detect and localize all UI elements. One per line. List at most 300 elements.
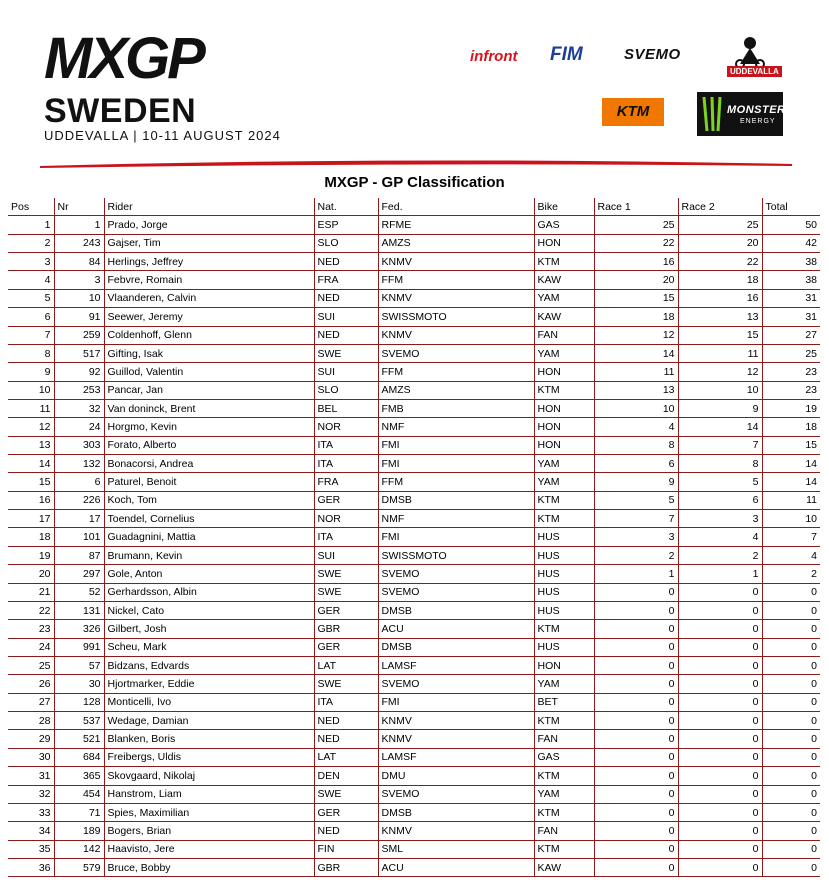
table-row	[8, 234, 820, 252]
cell-race1: 0	[594, 858, 678, 876]
mxgp-logo-text: MXGP	[44, 30, 203, 86]
cell-total: 0	[762, 693, 820, 711]
cell-race1: 20	[594, 271, 678, 289]
cell-nat: ITA	[314, 528, 378, 546]
column-header-total: Total	[762, 198, 820, 216]
cell-rider: Gilbert, Josh	[104, 620, 314, 638]
cell-race2: 12	[678, 363, 762, 381]
cell-nat: LAT	[314, 748, 378, 766]
cell-nr: 24	[54, 418, 104, 436]
cell-nat: GBR	[314, 620, 378, 638]
cell-fed: KNMV	[378, 253, 534, 271]
table-row	[8, 565, 820, 583]
cell-rider: Scheu, Mark	[104, 638, 314, 656]
svemo-logo: SVEMO	[624, 46, 681, 63]
cell-nat: SWE	[314, 565, 378, 583]
cell-total: 0	[762, 785, 820, 803]
cell-total: 0	[762, 730, 820, 748]
column-header-fed: Fed.	[378, 198, 534, 216]
cell-nr: 71	[54, 803, 104, 821]
cell-race1: 0	[594, 693, 678, 711]
cell-nr: 32	[54, 399, 104, 417]
cell-fed: FMB	[378, 399, 534, 417]
cell-total: 15	[762, 436, 820, 454]
cell-rider: Toendel, Cornelius	[104, 510, 314, 528]
cell-pos: 27	[8, 693, 54, 711]
cell-rider: Gajser, Tim	[104, 234, 314, 252]
cell-nat: ITA	[314, 455, 378, 473]
cell-nat: NED	[314, 289, 378, 307]
cell-race1: 0	[594, 785, 678, 803]
cell-race1: 6	[594, 455, 678, 473]
cell-bike: HUS	[534, 583, 594, 601]
cell-race2: 7	[678, 436, 762, 454]
cell-race2: 0	[678, 601, 762, 619]
cell-race2: 0	[678, 822, 762, 840]
cell-nat: GER	[314, 638, 378, 656]
cell-nat: SUI	[314, 363, 378, 381]
table-row	[8, 656, 820, 674]
cell-race1: 0	[594, 712, 678, 730]
uddevalla-logo: UDDEVALLA	[727, 66, 782, 77]
cell-nr: 10	[54, 289, 104, 307]
cell-race2: 22	[678, 253, 762, 271]
cell-nat: NED	[314, 253, 378, 271]
cell-pos: 26	[8, 675, 54, 693]
cell-nat: LAT	[314, 656, 378, 674]
cell-fed: LAMSF	[378, 748, 534, 766]
cell-pos: 32	[8, 785, 54, 803]
cell-nat: GER	[314, 803, 378, 821]
cell-bike: YAM	[534, 455, 594, 473]
cell-fed: AMZS	[378, 234, 534, 252]
table-row	[8, 693, 820, 711]
cell-pos: 25	[8, 656, 54, 674]
cell-pos: 6	[8, 308, 54, 326]
cell-pos: 5	[8, 289, 54, 307]
cell-race1: 16	[594, 253, 678, 271]
cell-pos: 21	[8, 583, 54, 601]
cell-race1: 3	[594, 528, 678, 546]
column-header-race2: Race 2	[678, 198, 762, 216]
table-row	[8, 308, 820, 326]
cell-race1: 0	[594, 803, 678, 821]
cell-fed: SVEMO	[378, 344, 534, 362]
cell-total: 0	[762, 767, 820, 785]
header	[0, 0, 829, 172]
monster-logo-subtext: ENERGY	[740, 118, 776, 125]
cell-rider: Freibergs, Uldis	[104, 748, 314, 766]
cell-race2: 11	[678, 344, 762, 362]
cell-rider: Herlings, Jeffrey	[104, 253, 314, 271]
cell-nr: 128	[54, 693, 104, 711]
cell-nr: 521	[54, 730, 104, 748]
cell-total: 27	[762, 326, 820, 344]
cell-fed: DMSB	[378, 803, 534, 821]
cell-fed: AMZS	[378, 381, 534, 399]
cell-fed: FFM	[378, 363, 534, 381]
cell-bike: HON	[534, 363, 594, 381]
cell-race2: 0	[678, 767, 762, 785]
cell-race2: 9	[678, 399, 762, 417]
cell-total: 23	[762, 363, 820, 381]
cell-total: 31	[762, 308, 820, 326]
cell-nat: FRA	[314, 271, 378, 289]
cell-pos: 14	[8, 455, 54, 473]
cell-race2: 25	[678, 216, 762, 234]
cell-total: 14	[762, 455, 820, 473]
cell-race2: 8	[678, 455, 762, 473]
cell-pos: 36	[8, 858, 54, 876]
cell-rider: Guillod, Valentin	[104, 363, 314, 381]
table-row	[8, 803, 820, 821]
column-header-nr: Nr	[54, 198, 104, 216]
cell-rider: Gole, Anton	[104, 565, 314, 583]
cell-total: 14	[762, 473, 820, 491]
cell-rider: Spies, Maximilian	[104, 803, 314, 821]
cell-race2: 2	[678, 546, 762, 564]
cell-fed: FMI	[378, 455, 534, 473]
table-row	[8, 491, 820, 509]
cell-pos: 22	[8, 601, 54, 619]
table-row	[8, 583, 820, 601]
ktm-logo: KTM	[602, 98, 664, 126]
cell-pos: 31	[8, 767, 54, 785]
cell-race2: 10	[678, 381, 762, 399]
cell-pos: 9	[8, 363, 54, 381]
cell-nr: 189	[54, 822, 104, 840]
monster-claw-icon	[700, 95, 726, 133]
monster-logo-text: MONSTER	[727, 104, 786, 116]
cell-race1: 13	[594, 381, 678, 399]
cell-bike: YAM	[534, 675, 594, 693]
cell-total: 0	[762, 803, 820, 821]
cell-rider: Bogers, Brian	[104, 822, 314, 840]
header-swoosh	[40, 158, 792, 170]
cell-bike: FAN	[534, 730, 594, 748]
cell-bike: HUS	[534, 546, 594, 564]
cell-nat: GER	[314, 601, 378, 619]
infront-logo: infront	[470, 48, 518, 65]
table-header-row	[8, 198, 820, 216]
cell-bike: KAW	[534, 308, 594, 326]
cell-rider: Horgmo, Kevin	[104, 418, 314, 436]
cell-rider: Coldenhoff, Glenn	[104, 326, 314, 344]
cell-fed: FMI	[378, 528, 534, 546]
cell-race1: 0	[594, 601, 678, 619]
cell-rider: Bruce, Bobby	[104, 858, 314, 876]
cell-pos: 11	[8, 399, 54, 417]
cell-total: 10	[762, 510, 820, 528]
cell-total: 2	[762, 565, 820, 583]
table-row	[8, 436, 820, 454]
column-header-race1: Race 1	[594, 198, 678, 216]
cell-rider: Paturel, Benoit	[104, 473, 314, 491]
cell-pos: 24	[8, 638, 54, 656]
cell-nr: 579	[54, 858, 104, 876]
cell-nr: 132	[54, 455, 104, 473]
cell-nat: ESP	[314, 216, 378, 234]
cell-total: 50	[762, 216, 820, 234]
cell-race2: 0	[678, 656, 762, 674]
table-row	[8, 216, 820, 234]
cell-race1: 8	[594, 436, 678, 454]
cell-race1: 0	[594, 583, 678, 601]
cell-nr: 17	[54, 510, 104, 528]
column-header-rider: Rider	[104, 198, 314, 216]
cell-race2: 15	[678, 326, 762, 344]
cell-pos: 18	[8, 528, 54, 546]
cell-rider: Hanstrom, Liam	[104, 785, 314, 803]
table-row	[8, 381, 820, 399]
cell-bike: YAM	[534, 289, 594, 307]
mxgp-logo	[44, 30, 260, 86]
cell-total: 25	[762, 344, 820, 362]
cell-nr: 57	[54, 656, 104, 674]
cell-nr: 454	[54, 785, 104, 803]
cell-nr: 30	[54, 675, 104, 693]
cell-total: 0	[762, 840, 820, 858]
cell-nat: ITA	[314, 436, 378, 454]
table-row	[8, 712, 820, 730]
cell-bike: KTM	[534, 491, 594, 509]
cell-rider: Forato, Alberto	[104, 436, 314, 454]
cell-bike: KTM	[534, 840, 594, 858]
cell-race1: 2	[594, 546, 678, 564]
page-title: MXGP - GP Classification	[324, 174, 505, 191]
cell-nat: SUI	[314, 308, 378, 326]
cell-bike: HUS	[534, 528, 594, 546]
column-header-nat: Nat.	[314, 198, 378, 216]
cell-pos: 15	[8, 473, 54, 491]
cell-bike: BET	[534, 693, 594, 711]
cell-fed: FMI	[378, 436, 534, 454]
cell-total: 23	[762, 381, 820, 399]
cell-nr: 226	[54, 491, 104, 509]
cell-nr: 101	[54, 528, 104, 546]
cell-race1: 14	[594, 344, 678, 362]
cell-nat: NOR	[314, 510, 378, 528]
cell-race1: 0	[594, 767, 678, 785]
cell-pos: 10	[8, 381, 54, 399]
cell-rider: Van doninck, Brent	[104, 399, 314, 417]
cell-race1: 0	[594, 840, 678, 858]
cell-fed: DMSB	[378, 601, 534, 619]
cell-bike: HON	[534, 418, 594, 436]
cell-race2: 0	[678, 730, 762, 748]
table-row	[8, 473, 820, 491]
cell-rider: Nickel, Cato	[104, 601, 314, 619]
cell-race1: 0	[594, 656, 678, 674]
cell-race2: 0	[678, 785, 762, 803]
cell-race1: 18	[594, 308, 678, 326]
cell-pos: 13	[8, 436, 54, 454]
cell-total: 0	[762, 822, 820, 840]
cell-nat: FRA	[314, 473, 378, 491]
cell-rider: Pancar, Jan	[104, 381, 314, 399]
cell-total: 38	[762, 253, 820, 271]
cell-total: 42	[762, 234, 820, 252]
cell-race1: 7	[594, 510, 678, 528]
cell-total: 18	[762, 418, 820, 436]
cell-nat: NED	[314, 712, 378, 730]
table-row	[8, 363, 820, 381]
cell-rider: Blanken, Boris	[104, 730, 314, 748]
cell-nr: 537	[54, 712, 104, 730]
cell-race2: 13	[678, 308, 762, 326]
cell-rider: Haavisto, Jere	[104, 840, 314, 858]
cell-nr: 259	[54, 326, 104, 344]
cell-bike: HUS	[534, 565, 594, 583]
cell-nat: DEN	[314, 767, 378, 785]
cell-pos: 4	[8, 271, 54, 289]
cell-pos: 23	[8, 620, 54, 638]
cell-race1: 15	[594, 289, 678, 307]
cell-race1: 9	[594, 473, 678, 491]
cell-rider: Koch, Tom	[104, 491, 314, 509]
cell-rider: Hjortmarker, Eddie	[104, 675, 314, 693]
cell-total: 0	[762, 620, 820, 638]
cell-race2: 0	[678, 693, 762, 711]
cell-fed: KNMV	[378, 730, 534, 748]
cell-nat: SWE	[314, 344, 378, 362]
cell-rider: Seewer, Jeremy	[104, 308, 314, 326]
cell-total: 4	[762, 546, 820, 564]
cell-total: 0	[762, 656, 820, 674]
cell-nat: NED	[314, 326, 378, 344]
column-header-bike: Bike	[534, 198, 594, 216]
cell-bike: YAM	[534, 785, 594, 803]
cell-fed: FMI	[378, 693, 534, 711]
cell-nat: SWE	[314, 675, 378, 693]
cell-bike: KTM	[534, 253, 594, 271]
cell-pos: 2	[8, 234, 54, 252]
cell-race1: 25	[594, 216, 678, 234]
cell-race2: 1	[678, 565, 762, 583]
cell-fed: NMF	[378, 418, 534, 436]
cell-rider: Bidzans, Edvards	[104, 656, 314, 674]
cell-bike: HON	[534, 234, 594, 252]
cell-nat: NED	[314, 822, 378, 840]
cell-race2: 0	[678, 858, 762, 876]
cell-rider: Gifting, Isak	[104, 344, 314, 362]
table-row	[8, 620, 820, 638]
cell-race2: 14	[678, 418, 762, 436]
event-title: SWEDEN	[44, 92, 197, 130]
cell-nr: 297	[54, 565, 104, 583]
cell-fed: NMF	[378, 510, 534, 528]
cell-nr: 3	[54, 271, 104, 289]
cell-total: 0	[762, 712, 820, 730]
cell-total: 38	[762, 271, 820, 289]
cell-race2: 4	[678, 528, 762, 546]
cell-pos: 35	[8, 840, 54, 858]
cell-pos: 12	[8, 418, 54, 436]
cell-pos: 1	[8, 216, 54, 234]
table-row	[8, 822, 820, 840]
cell-nat: BEL	[314, 399, 378, 417]
cell-nat: NOR	[314, 418, 378, 436]
cell-race1: 0	[594, 620, 678, 638]
cell-total: 0	[762, 583, 820, 601]
cell-fed: SVEMO	[378, 565, 534, 583]
table-row	[8, 510, 820, 528]
cell-fed: DMSB	[378, 491, 534, 509]
cell-fed: SVEMO	[378, 583, 534, 601]
cell-nat: GER	[314, 491, 378, 509]
cell-pos: 16	[8, 491, 54, 509]
cell-bike: HUS	[534, 638, 594, 656]
column-header-pos: Pos	[8, 198, 54, 216]
cell-nat: SWE	[314, 583, 378, 601]
cell-total: 0	[762, 675, 820, 693]
cell-rider: Febvre, Romain	[104, 271, 314, 289]
cell-fed: DMU	[378, 767, 534, 785]
cell-pos: 17	[8, 510, 54, 528]
cell-total: 11	[762, 491, 820, 509]
cell-fed: DMSB	[378, 638, 534, 656]
cell-nat: SUI	[314, 546, 378, 564]
cell-bike: FAN	[534, 326, 594, 344]
cell-nr: 52	[54, 583, 104, 601]
cell-race2: 0	[678, 583, 762, 601]
cell-total: 0	[762, 638, 820, 656]
cell-bike: KTM	[534, 510, 594, 528]
table-row	[8, 253, 820, 271]
cell-pos: 28	[8, 712, 54, 730]
cell-nr: 326	[54, 620, 104, 638]
cell-nr: 684	[54, 748, 104, 766]
cell-nr: 365	[54, 767, 104, 785]
cell-pos: 19	[8, 546, 54, 564]
table-row	[8, 675, 820, 693]
event-subtitle: UDDEVALLA | 10-11 AUGUST 2024	[44, 128, 281, 143]
cell-nr: 253	[54, 381, 104, 399]
cell-nr: 1	[54, 216, 104, 234]
cell-pos: 8	[8, 344, 54, 362]
cell-race2: 6	[678, 491, 762, 509]
cell-race1: 5	[594, 491, 678, 509]
cell-nr: 303	[54, 436, 104, 454]
cell-fed: SML	[378, 840, 534, 858]
cell-nat: SLO	[314, 234, 378, 252]
table-row	[8, 858, 820, 876]
cell-nr: 91	[54, 308, 104, 326]
cell-rider: Wedage, Damian	[104, 712, 314, 730]
cell-race2: 5	[678, 473, 762, 491]
cell-race2: 0	[678, 620, 762, 638]
cell-pos: 30	[8, 748, 54, 766]
cell-fed: KNMV	[378, 822, 534, 840]
cell-bike: KTM	[534, 620, 594, 638]
cell-bike: KTM	[534, 767, 594, 785]
cell-fed: SWISSMOTO	[378, 308, 534, 326]
cell-nr: 6	[54, 473, 104, 491]
cell-fed: SVEMO	[378, 785, 534, 803]
cell-fed: ACU	[378, 858, 534, 876]
cell-bike: KAW	[534, 271, 594, 289]
cell-race1: 0	[594, 638, 678, 656]
cell-race1: 12	[594, 326, 678, 344]
cell-nat: NED	[314, 730, 378, 748]
cell-fed: KNMV	[378, 712, 534, 730]
cell-pos: 7	[8, 326, 54, 344]
cell-race2: 20	[678, 234, 762, 252]
cell-total: 7	[762, 528, 820, 546]
cell-rider: Gerhardsson, Albin	[104, 583, 314, 601]
cell-rider: Bonacorsi, Andrea	[104, 455, 314, 473]
cell-nr: 87	[54, 546, 104, 564]
